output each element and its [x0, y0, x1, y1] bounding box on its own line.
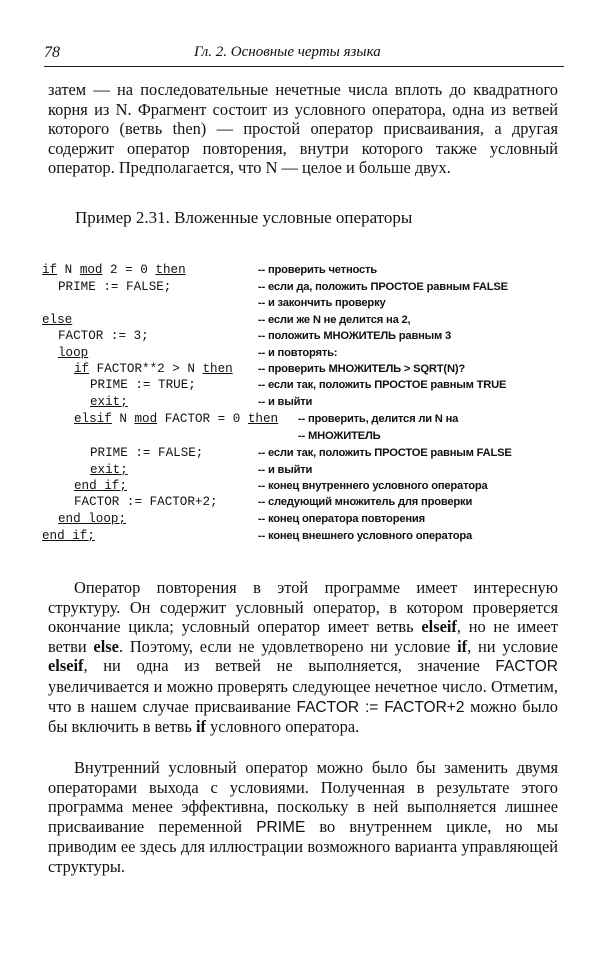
keyword-run: if	[195, 717, 206, 737]
code-keyword: mod	[79, 263, 103, 277]
text-run: Внутренний условный оператор можно было бы заменить двумя операторами выхода с условиями. Полученная в результате этого программа менее эффективна, поскольку в ней выполняется лишнее присваивание переменной	[48, 758, 558, 836]
code-keyword: elsif	[74, 412, 112, 426]
code-text: 2 = 0	[102, 263, 156, 277]
code-keyword: loop	[58, 346, 89, 360]
body-paragraph	[48, 578, 558, 737]
text-run: можно было бы включить в ветвь	[48, 696, 559, 737]
text-run: , ни одна из ветвей не выполняется, значение	[83, 656, 496, 676]
identifier-run: FACTOR	[495, 658, 558, 676]
code-line-13	[74, 494, 218, 510]
code-line-9	[74, 411, 278, 427]
code-comment: -- и выйти	[258, 396, 313, 408]
code-keyword: then	[155, 263, 186, 277]
code-keyword: exit;	[90, 463, 128, 477]
code-comment: -- и выйти	[258, 464, 313, 476]
code-keyword: if	[74, 362, 90, 376]
code-text: PRIME := FALSE;	[58, 280, 172, 294]
code-keyword: mod	[134, 412, 158, 426]
code-comment: -- положить МНОЖИТЕЛЬ равным 3	[258, 330, 452, 342]
code-text: PRIME := TRUE;	[90, 378, 196, 392]
code-line-4	[58, 328, 149, 344]
code-text: FACTOR = 0	[157, 412, 248, 426]
code-line-5	[58, 345, 88, 361]
code-comment: -- если так, положить ПРОСТОЕ равным TRUE	[258, 379, 507, 391]
body-paragraph	[48, 758, 558, 877]
code-line-11	[90, 462, 128, 478]
code-line-7	[90, 377, 196, 393]
code-listing	[40, 262, 580, 552]
code-keyword: end loop;	[58, 512, 127, 526]
text-run: Оператор повторения в этой программе имеет интересную структуру. Он содержит условный оператор, в котором проверяется окончание цикла; условный оператор имеет ветвь	[48, 578, 558, 637]
keyword-run: if	[457, 636, 468, 656]
code-line-1	[42, 262, 186, 278]
code-comment: -- конец внешнего условного оператора	[258, 530, 472, 542]
code-comment: -- проверить, делится ли N на	[298, 413, 459, 425]
code-line-2	[58, 279, 171, 295]
text-run: , ни условие	[467, 636, 558, 656]
code-keyword: then	[202, 362, 233, 376]
code-comment: -- если же N не делится на 2,	[258, 314, 411, 326]
code-text: FACTOR := FACTOR+2;	[74, 495, 218, 509]
code-keyword: end if;	[42, 529, 95, 543]
code-line-10	[90, 445, 203, 461]
keyword-run: else	[93, 636, 119, 656]
code-line-3	[42, 312, 72, 328]
code-line-12	[74, 478, 127, 494]
page-number: 78	[44, 44, 60, 61]
intro-paragraph: затем — на последовательные нечетные числа вплоть до квадратного корня из N. Фрагмент состоит из условного оператора, одна из ветвей которого (ветвь then) — простой оператор присваивания, а другая содержит оператор повторения, внутри которого также условный оператор. Предполагается, что N — целое и больше двух.	[48, 80, 558, 178]
code-text: FACTOR**2 > N	[89, 362, 203, 376]
code-comment: -- МНОЖИТЕЛЬ	[298, 430, 381, 442]
text-run: . Поэтому, если не удовлетворено ни условие	[118, 636, 458, 656]
keyword-run: elseif	[421, 617, 457, 637]
code-text: FACTOR := 3;	[58, 329, 149, 343]
code-comment: -- проверить четность	[258, 264, 377, 276]
identifier-run: PRIME	[256, 818, 306, 836]
code-comment: -- если да, положить ПРОСТОЕ равным FALSE	[258, 281, 508, 293]
code-line-14	[58, 511, 126, 527]
code-keyword: end if;	[74, 479, 127, 493]
code-line-6	[74, 361, 233, 377]
code-comment: -- проверить МНОЖИТЕЛЬ > SQRT(N)?	[258, 363, 465, 375]
code-comment: -- и закончить проверку	[258, 297, 386, 309]
code-comment: -- и повторять:	[258, 347, 338, 359]
text-run: , но не имеет ветви	[48, 617, 558, 656]
code-keyword: else	[42, 313, 73, 327]
running-title: Гл. 2. Основные черты языка	[194, 44, 381, 60]
code-keyword: then	[247, 412, 279, 426]
code-keyword: exit;	[90, 395, 128, 409]
code-comment: -- конец оператора повторения	[258, 513, 425, 525]
example-title: Пример 2.31. Вложенные условные операторы	[75, 208, 413, 227]
code-text: PRIME := FALSE;	[90, 446, 204, 460]
text-run: увеличивается и можно проверять следующее нечетное число. Отметим, что в нашем случае присваивание	[48, 676, 558, 716]
identifier-run: FACTOR := FACTOR+2	[296, 698, 465, 716]
text-run: условного оператора.	[205, 717, 360, 737]
code-comment: -- если так, положить ПРОСТОЕ равным FALSE	[258, 447, 512, 459]
code-keyword: if	[42, 263, 58, 277]
code-comment: -- следующий множитель для проверки	[258, 496, 473, 508]
code-line-15	[42, 528, 95, 544]
code-text: N	[111, 412, 135, 426]
keyword-run: elseif	[48, 656, 84, 676]
code-text: N	[57, 263, 80, 277]
text-run: во внутреннем цикле, но мы приводим ее здесь для иллюстрации возможного варианта управляющей структуры.	[48, 816, 558, 876]
code-line-8	[90, 394, 128, 410]
page-header	[44, 44, 564, 67]
code-comment: -- конец внутреннего условного оператора	[258, 480, 488, 492]
